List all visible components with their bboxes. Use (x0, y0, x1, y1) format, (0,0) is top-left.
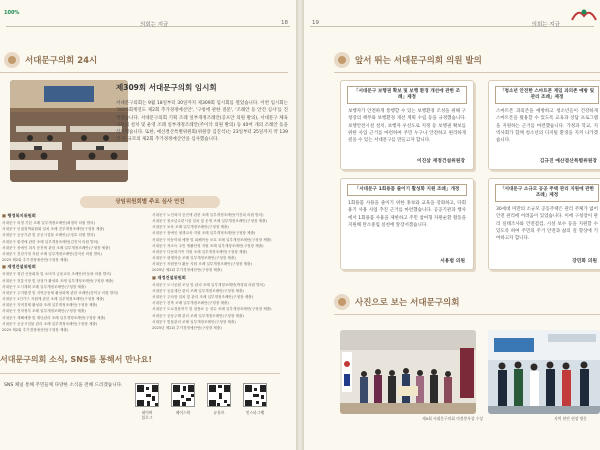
bill-item: 서대문구 보육 조례 일부개정조례안(구청장 제출) (152, 225, 229, 230)
section-title (334, 52, 482, 68)
page-number: 18 (281, 20, 288, 26)
right-page (304, 0, 600, 450)
section-rule (334, 314, 600, 315)
sns-text: SNS 채널 통해 주민들께 다양한 소식을 전해 드리겠습니다. (4, 383, 123, 388)
bill-item: 서대문구 재해예방 및 재난관리 조례 일부개정조례안(구청장 제출) (2, 315, 106, 320)
section-heading: 앞서 뛰는 서대문구의회 의원 발의 (355, 56, 482, 66)
committee-heading: ■ 행정복지위원회 (2, 213, 136, 219)
committee-heading: ■ 재정건설위원회 (2, 264, 136, 270)
bill-item: 서대문구 건축 조례 일부개정조례안(구청장 제출) (152, 301, 229, 306)
page-number: 19 (312, 20, 319, 26)
bill-card-title: 「청소년 안전한 스마트폰 게임 과의존 예방 및 관리 조례」제정 (495, 86, 599, 104)
bill-item: 서대문구 1인가구 지원에 관한 조례 일부개정조례안(구청장 제출) (2, 297, 105, 302)
section-title (4, 52, 97, 68)
council-session-photo (10, 80, 128, 182)
flower-icon (334, 294, 350, 310)
qr-code-icon (171, 383, 195, 407)
page-gutter (296, 0, 304, 450)
photo-section-heading: 사진으로 보는 서대문구의회 (355, 298, 460, 308)
bill-item: 서대문구 노인복지 증진에 관한 조례 일부개정조례안(이진희 의원 발의) (152, 213, 264, 217)
sns-title: 서대문구의회 소식, SNS를 통해서 만나요! (0, 355, 152, 364)
bills-column-2 (152, 212, 286, 331)
bill-item: 서대문구 도로점용허가 및 점용료 등 징수 조례 일부개정조례안(구청장 제출) (152, 307, 272, 312)
bill-card-title: 「서대문구 1회용품 줄이기 활성화 지원 조례」개정 (347, 184, 467, 196)
bill-item: 서대문구 장애인 평생교육 지원 조례 일부개정조례안(구청장 제출) (152, 231, 256, 236)
flower-icon (4, 52, 20, 68)
section-rule (334, 72, 600, 73)
qr-instagram[interactable] (241, 383, 269, 415)
flower-icon (334, 52, 350, 68)
bill-item: 서대문구 전자정부 조례 일부개정조례안(구청장 제출) (2, 309, 86, 314)
qr-code-icon (135, 383, 159, 407)
bill-item: 서대문구 저소득 주민 생활안정 지원 조례 일부개정조례안(구청장 제출) (152, 243, 264, 248)
left-page (0, 0, 296, 450)
bills-header: 상임위원회별 주요 심사 안건 (80, 196, 220, 208)
qr-code-icon (207, 383, 231, 407)
bill-card-title: 「서대문구 소규모 공공 주택 관리 지원에 관한 조례」제정 (495, 184, 599, 202)
news-body: 서대문구의회는 9월 18일부터 30일까지 제309회 임시회를 열었습니다. 이번 임시회는 '2025회계연도 제2회 추가경정예산안', '구청에 관한 질문', '조례안 등 안건 심사'를 진행했습니다. 서대문구의회 기획 조례 일부개정조례안(공포안 의원 발의), 서대문구 체육시설의 설치 및 운영 조례 일부개정조례안(주이삭 의원 발의) 등 40여 개의 조례안 등을 심사했습니다. 또한, 예산결산특별위원회(위원장 김진석)는 23일부터 25일까지 약 139억 원 규모의 제2회 추가경정예산안을 심사했습니다. (116, 101, 288, 143)
bill-item: 서대문구 의정 기본 조례 일부개정조례안(최정미 의원 발의) (2, 221, 95, 226)
bill-card-body: 보행자가 안전하게 통행할 수 있는 보행환경 조성을 위해 구청장의 책무와 보행환경 개선 계획 수립 등을 규정했습니다. 보행안전시설 설치, 보행자 우선도로 지정 등 보행권 확보를 위한 사업 근거를 마련하여 주민 누구나 안전하고 편리하게 걸을 수 있는 서대문구를 만들고자 합니다. (348, 109, 466, 144)
bill-item: 서대문구 청소년수련시설 설치 및 운영 조례 일부개정조례안(구청장 제출) (152, 219, 267, 224)
qr-youtube[interactable] (205, 383, 233, 415)
bill-card-body: 30세대 미만의 소규모 공동주택은 관리 주체가 없어 안전 관리에 어려움이 있었습니다. 이에 구청장이 관리 실태조사와 안전점검, 시설 보수 등을 지원할 수 있도록 하여 주민의 주거 안전과 삶의 질 향상에 기여하고자 합니다. (496, 207, 598, 242)
photo-section-title (334, 294, 459, 310)
qr-label: 페이스북 (175, 410, 191, 415)
bill-card (488, 80, 600, 170)
site-visit-photo (488, 330, 600, 414)
bill-item: 2025 제2회 추가경정예산안(구청장 제출) (2, 258, 69, 263)
award-ceremony-photo (340, 330, 476, 414)
bill-item: 2025년 제2회 추가경정예산안(구청장 제출) (152, 268, 222, 273)
bill-card-body: 1회용품 사용을 줄이기 위한 홍보와 교육을 강화하고, 다회용기 사용 사업 추진 근거를 마련했습니다. 공공기관과 행사에서 1회용품 사용을 제한하고 주민 참여형 자원순환 활동을 지원해 탄소중립 실천에 앞장서겠습니다. (348, 201, 466, 228)
bill-card (488, 178, 600, 270)
bill-item: 2025 제2회 추가경정예산안(구청장 제출) (2, 327, 69, 332)
bill-item: 서대문구 전통시장 및 상점가 활성화 조례 일부개정조례안(구청장 제출) (2, 278, 114, 283)
bill-item: 서대문구 도시공원 조성 및 관리 조례 일부개정조례안(박경희 의원 발의) (152, 282, 265, 287)
qr-label: 네이버 블로그 (141, 410, 153, 420)
bill-card-author: 이진삼 재정건설위원장 (416, 159, 465, 164)
bill-card-author: 김규진 예산결산특별위원장 (539, 159, 597, 164)
photo-caption: 제9회 서대문구의회 의정봉사상 수상 (422, 416, 484, 421)
bill-card (340, 178, 474, 270)
bill-item: 2025년 제2회 추가경정예산안(구청장 제출) (152, 325, 222, 330)
bill-item: 서대문구 공공시설물 관리 조례 일부개정조례안(구청장 제출) (2, 321, 98, 326)
bill-item: 서대문구 공공기관 및 공공시설물 조례안(주정호 의원 발의) (2, 233, 95, 238)
bill-item: 서대문구 빗물관리 조례 일부개정조례안(구청장 제출) (152, 319, 236, 324)
bill-item: 서대문구 자원봉사 활동 지원 조례 일부개정조례안(구청장 제출) (152, 262, 252, 267)
news-headline: 제309회 서대문구의회 임시회 (116, 83, 217, 92)
bill-item: 서대문구 다문화가족 지원 조례 일부개정조례안(구청장 제출) (152, 249, 248, 254)
bill-item: 서대문구 평생학습 조례 일부개정조례안(구청장 제출) (152, 256, 236, 261)
right-header (304, 0, 600, 34)
bill-item: 서대문구 인권정책위원회 설치 조례 전부개정조례안(구청장 제출) (2, 227, 105, 232)
header-section-label: 의회는 지금 (140, 22, 169, 28)
bill-item: 서대문구 주거환경 및 지역공동체 활성화에 관한 조례안(강덕규 의원 발의) (2, 290, 119, 295)
bill-card-author: 서용범 의원 (440, 259, 465, 264)
bill-card (340, 80, 474, 170)
qr-code-icon (243, 383, 267, 407)
section-rule (0, 72, 288, 73)
qr-label: 유튜브 (213, 410, 225, 415)
bill-item: 서대문구 도시계획 조례 일부개정조례안(구청장 제출) (2, 284, 86, 289)
bill-card-author: 강민화 의원 (572, 259, 597, 264)
bill-card-title: 「서대문구 보행권 확보 및 보행 환경 개선에 관한 조례」제정 (347, 86, 467, 104)
section-heading: 서대문구의회 24시 (25, 56, 98, 66)
bill-item: 서대문구 공동주택 관리 조례 일부개정조례안(구청장 제출) (152, 313, 244, 318)
bill-item: 서대문구 청년 신용회복 및 소비자 금융교육 조례안(이동화 의원 발의) (2, 272, 112, 277)
bill-card-body: 스마트폰 과의존을 예방하고 청소년들이 건강하게 스마트폰을 활용할 수 있도록 교육과 상담 프로그램을 지원하는 근거를 마련했습니다. 가정과 학교, 지역사회가 함께 청소년의 디지털 환경을 지켜 나가겠습니다. (496, 109, 598, 144)
bill-item: 서대문구 장애인 복지 증진에 관한 조례 일부개정조례안(구청장 제출) (2, 245, 111, 250)
header-section-label: 의회는 지금 (531, 22, 560, 28)
bills-column-1 (2, 212, 136, 333)
bill-item: 서대문구 환경에 관한 조례 일부개정조례안(김진석 의원 발의) (2, 239, 99, 244)
sns-rule (0, 373, 280, 374)
corner-badge: 100% (4, 10, 20, 16)
committee-heading: ■ 재정건설위원회 (152, 275, 286, 281)
bill-item: 서대문구 건강가정 지원 조례 일부개정조례안(김미선 의원 발의) (2, 251, 102, 256)
bill-item: 서대문구 지역경제 활성화 조례 일부개정조례안(구청장 제출) (2, 303, 98, 308)
left-header (0, 0, 296, 34)
photo-caption: 지역 현안 현장 방문 (554, 416, 587, 421)
qr-facebook[interactable] (169, 383, 197, 415)
council-logo-icon (570, 6, 598, 24)
bill-item: 서대문구 공유재산 관리 조례 일부개정조례안(구청장 제출) (152, 288, 244, 293)
bill-item: 서대문구 아동학대 예방 및 피해아동 보호 조례 일부개정조례안(구청장 제출) (152, 237, 272, 242)
qr-naver-blog[interactable] (133, 383, 161, 420)
bill-item: 서대문구 주차장 설치 및 관리 조례 일부개정조례안(구청장 제출) (152, 295, 254, 300)
qr-label: 인스타그램 (245, 410, 265, 415)
